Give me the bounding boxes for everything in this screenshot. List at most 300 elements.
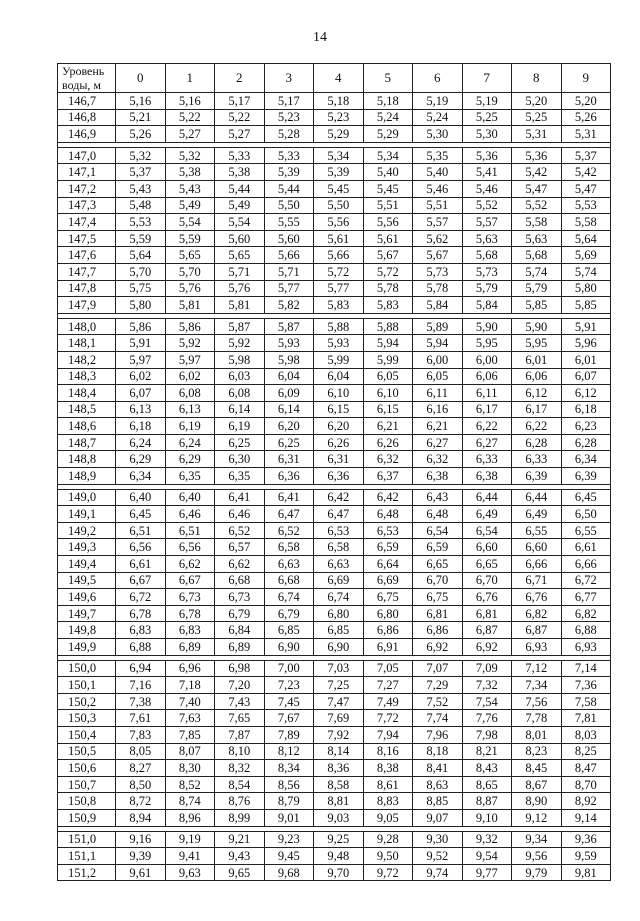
value-cell: 5,60 (264, 230, 314, 247)
value-cell: 7,43 (215, 693, 265, 710)
value-cell: 9,43 (215, 848, 265, 865)
value-cell: 5,61 (314, 230, 364, 247)
level-cell: 150,7 (58, 776, 116, 793)
level-cell: 149,9 (58, 639, 116, 656)
value-cell: 5,44 (215, 180, 265, 197)
table-row (58, 385, 611, 402)
value-cell: 6,29 (165, 451, 215, 468)
value-cell: 5,97 (116, 351, 166, 368)
value-cell: 5,76 (215, 280, 265, 297)
page-number: 14 (313, 30, 327, 45)
table-row (58, 743, 611, 760)
value-cell: 9,70 (314, 864, 364, 881)
level-cell: 147,8 (58, 280, 116, 297)
level-cell: 147,4 (58, 214, 116, 231)
value-cell: 6,73 (215, 589, 265, 606)
value-cell: 5,24 (413, 109, 463, 126)
value-cell: 5,91 (561, 318, 611, 335)
value-cell: 6,68 (215, 572, 265, 589)
value-cell: 6,39 (561, 468, 611, 485)
value-cell: 6,77 (561, 589, 611, 606)
value-cell: 7,34 (512, 677, 562, 694)
table-row (58, 831, 611, 848)
value-cell: 6,59 (413, 539, 463, 556)
value-cell: 8,70 (561, 776, 611, 793)
value-cell: 5,87 (215, 318, 265, 335)
value-cell: 5,57 (462, 214, 512, 231)
value-cell: 7,00 (264, 660, 314, 677)
value-cell: 6,32 (413, 451, 463, 468)
table-row (58, 848, 611, 865)
value-cell: 6,78 (165, 605, 215, 622)
value-cell: 6,00 (413, 351, 463, 368)
value-cell: 6,52 (215, 522, 265, 539)
value-cell: 6,28 (512, 434, 562, 451)
value-cell: 5,30 (462, 126, 512, 143)
header-col-0: 0 (116, 64, 166, 93)
value-cell: 6,67 (116, 572, 166, 589)
table-row (58, 605, 611, 622)
value-cell: 5,25 (512, 109, 562, 126)
value-cell: 6,78 (116, 605, 166, 622)
value-cell: 8,38 (363, 760, 413, 777)
value-cell: 5,49 (215, 197, 265, 214)
level-cell: 150,9 (58, 809, 116, 826)
value-cell: 5,52 (512, 197, 562, 214)
value-cell: 6,16 (413, 401, 463, 418)
value-cell: 5,78 (413, 280, 463, 297)
value-cell: 5,51 (363, 197, 413, 214)
value-cell: 7,69 (314, 710, 364, 727)
value-cell: 7,12 (512, 660, 562, 677)
value-cell: 5,70 (165, 263, 215, 280)
value-cell: 6,54 (413, 522, 463, 539)
value-cell: 6,17 (462, 401, 512, 418)
level-cell: 151,2 (58, 864, 116, 881)
value-cell: 7,32 (462, 677, 512, 694)
level-cell: 148,5 (58, 401, 116, 418)
value-cell: 8,90 (512, 793, 562, 810)
value-cell: 6,32 (363, 451, 413, 468)
value-cell: 6,36 (314, 468, 364, 485)
value-cell: 5,74 (512, 263, 562, 280)
value-cell: 8,65 (462, 776, 512, 793)
value-cell: 6,72 (116, 589, 166, 606)
level-cell: 150,8 (58, 793, 116, 810)
value-cell: 8,83 (363, 793, 413, 810)
level-cell: 148,4 (58, 385, 116, 402)
value-cell: 6,30 (215, 451, 265, 468)
value-cell: 6,60 (512, 539, 562, 556)
value-cell: 6,65 (413, 556, 463, 573)
level-cell: 147,6 (58, 247, 116, 264)
value-cell: 6,47 (264, 506, 314, 523)
value-cell: 6,38 (462, 468, 512, 485)
table-row (58, 263, 611, 280)
value-cell: 9,61 (116, 864, 166, 881)
value-cell: 5,67 (413, 247, 463, 264)
level-cell: 150,6 (58, 760, 116, 777)
table-row (58, 164, 611, 181)
value-cell: 6,25 (215, 434, 265, 451)
value-cell: 6,38 (413, 468, 463, 485)
header-col-4: 4 (314, 64, 364, 93)
value-cell: 7,81 (561, 710, 611, 727)
value-cell: 5,32 (165, 147, 215, 164)
value-cell: 5,65 (215, 247, 265, 264)
value-cell: 5,92 (165, 335, 215, 352)
value-cell: 6,86 (413, 622, 463, 639)
value-cell: 6,20 (314, 418, 364, 435)
value-cell: 6,92 (462, 639, 512, 656)
value-cell: 7,56 (512, 693, 562, 710)
value-cell: 5,29 (363, 126, 413, 143)
value-cell: 6,24 (116, 434, 166, 451)
value-cell: 5,64 (116, 247, 166, 264)
value-cell: 5,19 (413, 93, 463, 110)
value-cell: 6,14 (264, 401, 314, 418)
value-cell: 5,27 (165, 126, 215, 143)
value-cell: 6,62 (165, 556, 215, 573)
value-cell: 6,55 (561, 522, 611, 539)
value-cell: 6,15 (314, 401, 364, 418)
value-cell: 9,56 (512, 848, 562, 865)
value-cell: 5,59 (165, 230, 215, 247)
value-cell: 6,49 (512, 506, 562, 523)
value-cell: 6,48 (363, 506, 413, 523)
table-row (58, 147, 611, 164)
header-col-5: 5 (363, 64, 413, 93)
value-cell: 7,65 (215, 710, 265, 727)
value-cell: 5,93 (314, 335, 364, 352)
value-cell: 5,43 (165, 180, 215, 197)
value-cell: 6,18 (116, 418, 166, 435)
value-cell: 9,07 (413, 809, 463, 826)
value-cell: 6,92 (413, 639, 463, 656)
value-cell: 7,58 (561, 693, 611, 710)
value-cell: 5,17 (215, 93, 265, 110)
value-cell: 5,58 (512, 214, 562, 231)
header-col-2: 2 (215, 64, 265, 93)
table-row (58, 522, 611, 539)
value-cell: 5,85 (512, 297, 562, 314)
value-cell: 7,23 (264, 677, 314, 694)
value-cell: 9,41 (165, 848, 215, 865)
value-cell: 8,10 (215, 743, 265, 760)
value-cell: 8,34 (264, 760, 314, 777)
value-cell: 6,46 (165, 506, 215, 523)
level-cell: 148,3 (58, 368, 116, 385)
value-cell: 5,37 (561, 147, 611, 164)
value-cell: 5,68 (512, 247, 562, 264)
value-cell: 5,20 (561, 93, 611, 110)
value-cell: 6,31 (314, 451, 364, 468)
value-cell: 5,40 (413, 164, 463, 181)
value-cell: 6,79 (215, 605, 265, 622)
value-cell: 5,62 (413, 230, 463, 247)
level-cell: 147,5 (58, 230, 116, 247)
value-cell: 5,41 (462, 164, 512, 181)
value-cell: 8,21 (462, 743, 512, 760)
table-row (58, 693, 611, 710)
value-cell: 6,21 (363, 418, 413, 435)
value-cell: 6,11 (462, 385, 512, 402)
value-cell: 9,54 (462, 848, 512, 865)
value-cell: 8,36 (314, 760, 364, 777)
value-cell: 6,37 (363, 468, 413, 485)
value-cell: 7,05 (363, 660, 413, 677)
value-cell: 6,85 (264, 622, 314, 639)
value-cell: 5,92 (215, 335, 265, 352)
value-cell: 7,63 (165, 710, 215, 727)
value-cell: 8,47 (561, 760, 611, 777)
value-cell: 9,79 (512, 864, 562, 881)
value-cell: 9,48 (314, 848, 364, 865)
value-cell: 6,82 (561, 605, 611, 622)
value-cell: 5,72 (314, 263, 364, 280)
value-cell: 9,16 (116, 831, 166, 848)
value-cell: 6,66 (561, 556, 611, 573)
value-cell: 5,63 (512, 230, 562, 247)
value-cell: 7,38 (116, 693, 166, 710)
value-cell: 9,45 (264, 848, 314, 865)
value-cell: 7,03 (314, 660, 364, 677)
value-cell: 5,32 (116, 147, 166, 164)
value-cell: 6,44 (462, 489, 512, 506)
value-cell: 6,81 (462, 605, 512, 622)
value-cell: 8,63 (413, 776, 463, 793)
value-cell: 6,31 (264, 451, 314, 468)
value-cell: 6,33 (512, 451, 562, 468)
level-cell: 149,1 (58, 506, 116, 523)
value-cell: 5,84 (462, 297, 512, 314)
value-cell: 7,14 (561, 660, 611, 677)
value-cell: 8,81 (314, 793, 364, 810)
value-cell: 5,54 (165, 214, 215, 231)
value-cell: 6,48 (413, 506, 463, 523)
value-cell: 6,52 (264, 522, 314, 539)
value-cell: 5,95 (462, 335, 512, 352)
value-cell: 6,19 (165, 418, 215, 435)
water-level-table (57, 63, 611, 881)
table-row (58, 280, 611, 297)
value-cell: 5,83 (363, 297, 413, 314)
value-cell: 5,35 (413, 147, 463, 164)
value-cell: 6,18 (561, 401, 611, 418)
value-cell: 8,56 (264, 776, 314, 793)
value-cell: 6,87 (512, 622, 562, 639)
value-cell: 5,31 (512, 126, 562, 143)
value-cell: 6,57 (215, 539, 265, 556)
value-cell: 9,03 (314, 809, 364, 826)
value-cell: 6,15 (363, 401, 413, 418)
value-cell: 7,45 (264, 693, 314, 710)
level-cell: 149,0 (58, 489, 116, 506)
level-cell: 147,0 (58, 147, 116, 164)
value-cell: 5,49 (165, 197, 215, 214)
value-cell: 8,03 (561, 726, 611, 743)
value-cell: 6,06 (462, 368, 512, 385)
value-cell: 8,85 (413, 793, 463, 810)
value-cell: 5,25 (462, 109, 512, 126)
value-cell: 6,49 (462, 506, 512, 523)
value-cell: 6,40 (116, 489, 166, 506)
level-cell: 147,2 (58, 180, 116, 197)
value-cell: 9,65 (215, 864, 265, 881)
value-cell: 5,59 (116, 230, 166, 247)
value-cell: 6,27 (462, 434, 512, 451)
value-cell: 6,08 (165, 385, 215, 402)
value-cell: 6,83 (165, 622, 215, 639)
level-cell: 147,9 (58, 297, 116, 314)
value-cell: 6,76 (462, 589, 512, 606)
value-cell: 9,28 (363, 831, 413, 848)
level-cell: 149,3 (58, 539, 116, 556)
value-cell: 6,22 (512, 418, 562, 435)
value-cell: 5,46 (462, 180, 512, 197)
value-cell: 7,09 (462, 660, 512, 677)
value-cell: 8,87 (462, 793, 512, 810)
header-col-1: 1 (165, 64, 215, 93)
table-row (58, 434, 611, 451)
value-cell: 6,35 (215, 468, 265, 485)
value-cell: 6,72 (561, 572, 611, 589)
table-row (58, 230, 611, 247)
value-cell: 5,63 (462, 230, 512, 247)
value-cell: 5,16 (116, 93, 166, 110)
table-row (58, 776, 611, 793)
value-cell: 6,73 (165, 589, 215, 606)
value-cell: 5,34 (363, 147, 413, 164)
value-cell: 6,67 (165, 572, 215, 589)
value-cell: 5,99 (314, 351, 364, 368)
level-cell: 146,9 (58, 126, 116, 143)
value-cell: 5,81 (215, 297, 265, 314)
value-cell: 7,61 (116, 710, 166, 727)
table-body (58, 93, 611, 881)
value-cell: 5,88 (314, 318, 364, 335)
table-row (58, 214, 611, 231)
value-cell: 9,59 (561, 848, 611, 865)
value-cell: 8,05 (116, 743, 166, 760)
value-cell: 5,47 (512, 180, 562, 197)
value-cell: 6,75 (413, 589, 463, 606)
header-col-9: 9 (561, 64, 611, 93)
table-row (58, 247, 611, 264)
value-cell: 5,57 (413, 214, 463, 231)
value-cell: 6,07 (561, 368, 611, 385)
value-cell: 5,43 (116, 180, 166, 197)
level-cell: 149,4 (58, 556, 116, 573)
value-cell: 5,94 (413, 335, 463, 352)
value-cell: 7,25 (314, 677, 364, 694)
value-cell: 7,76 (462, 710, 512, 727)
level-cell: 148,9 (58, 468, 116, 485)
value-cell: 7,85 (165, 726, 215, 743)
value-cell: 8,18 (413, 743, 463, 760)
level-cell: 150,1 (58, 677, 116, 694)
value-cell: 7,94 (363, 726, 413, 743)
value-cell: 7,87 (215, 726, 265, 743)
value-cell: 5,29 (314, 126, 364, 143)
value-cell: 5,85 (561, 297, 611, 314)
value-cell: 8,01 (512, 726, 562, 743)
value-cell: 8,43 (462, 760, 512, 777)
value-cell: 5,47 (561, 180, 611, 197)
level-cell: 151,0 (58, 831, 116, 848)
value-cell: 5,72 (363, 263, 413, 280)
value-cell: 5,50 (264, 197, 314, 214)
value-cell: 6,51 (165, 522, 215, 539)
value-cell: 8,67 (512, 776, 562, 793)
value-cell: 6,03 (215, 368, 265, 385)
value-cell: 5,40 (363, 164, 413, 181)
value-cell: 5,70 (116, 263, 166, 280)
value-cell: 5,93 (264, 335, 314, 352)
value-cell: 6,46 (215, 506, 265, 523)
table-row (58, 506, 611, 523)
value-cell: 5,64 (561, 230, 611, 247)
value-cell: 6,24 (165, 434, 215, 451)
value-cell: 5,24 (363, 109, 413, 126)
level-cell: 150,5 (58, 743, 116, 760)
table-row (58, 793, 611, 810)
value-cell: 5,42 (561, 164, 611, 181)
value-cell: 6,65 (462, 556, 512, 573)
value-cell: 5,79 (512, 280, 562, 297)
value-cell: 6,13 (116, 401, 166, 418)
value-cell: 5,71 (264, 263, 314, 280)
value-cell: 6,13 (165, 401, 215, 418)
value-cell: 6,34 (116, 468, 166, 485)
value-cell: 5,50 (314, 197, 364, 214)
value-cell: 6,08 (215, 385, 265, 402)
value-cell: 5,51 (413, 197, 463, 214)
value-cell: 9,14 (561, 809, 611, 826)
value-cell: 5,83 (314, 297, 364, 314)
value-cell: 7,49 (363, 693, 413, 710)
value-cell: 5,23 (314, 109, 364, 126)
value-cell: 8,76 (215, 793, 265, 810)
value-cell: 7,52 (413, 693, 463, 710)
value-cell: 8,74 (165, 793, 215, 810)
header-col-6: 6 (413, 64, 463, 93)
value-cell: 6,02 (116, 368, 166, 385)
value-cell: 5,27 (215, 126, 265, 143)
value-cell: 5,46 (413, 180, 463, 197)
value-cell: 5,18 (363, 93, 413, 110)
value-cell: 8,96 (165, 809, 215, 826)
value-cell: 6,04 (264, 368, 314, 385)
value-cell: 6,43 (413, 489, 463, 506)
value-cell: 6,26 (363, 434, 413, 451)
value-cell: 6,14 (215, 401, 265, 418)
value-cell: 5,79 (462, 280, 512, 297)
value-cell: 6,93 (512, 639, 562, 656)
value-cell: 5,74 (561, 263, 611, 280)
value-cell: 5,42 (512, 164, 562, 181)
value-cell: 5,73 (462, 263, 512, 280)
value-cell: 6,83 (116, 622, 166, 639)
value-cell: 6,20 (264, 418, 314, 435)
value-cell: 7,54 (462, 693, 512, 710)
value-cell: 9,39 (116, 848, 166, 865)
level-cell: 146,7 (58, 93, 116, 110)
table-row (58, 180, 611, 197)
value-cell: 6,63 (314, 556, 364, 573)
table-row (58, 760, 611, 777)
table-row (58, 539, 611, 556)
